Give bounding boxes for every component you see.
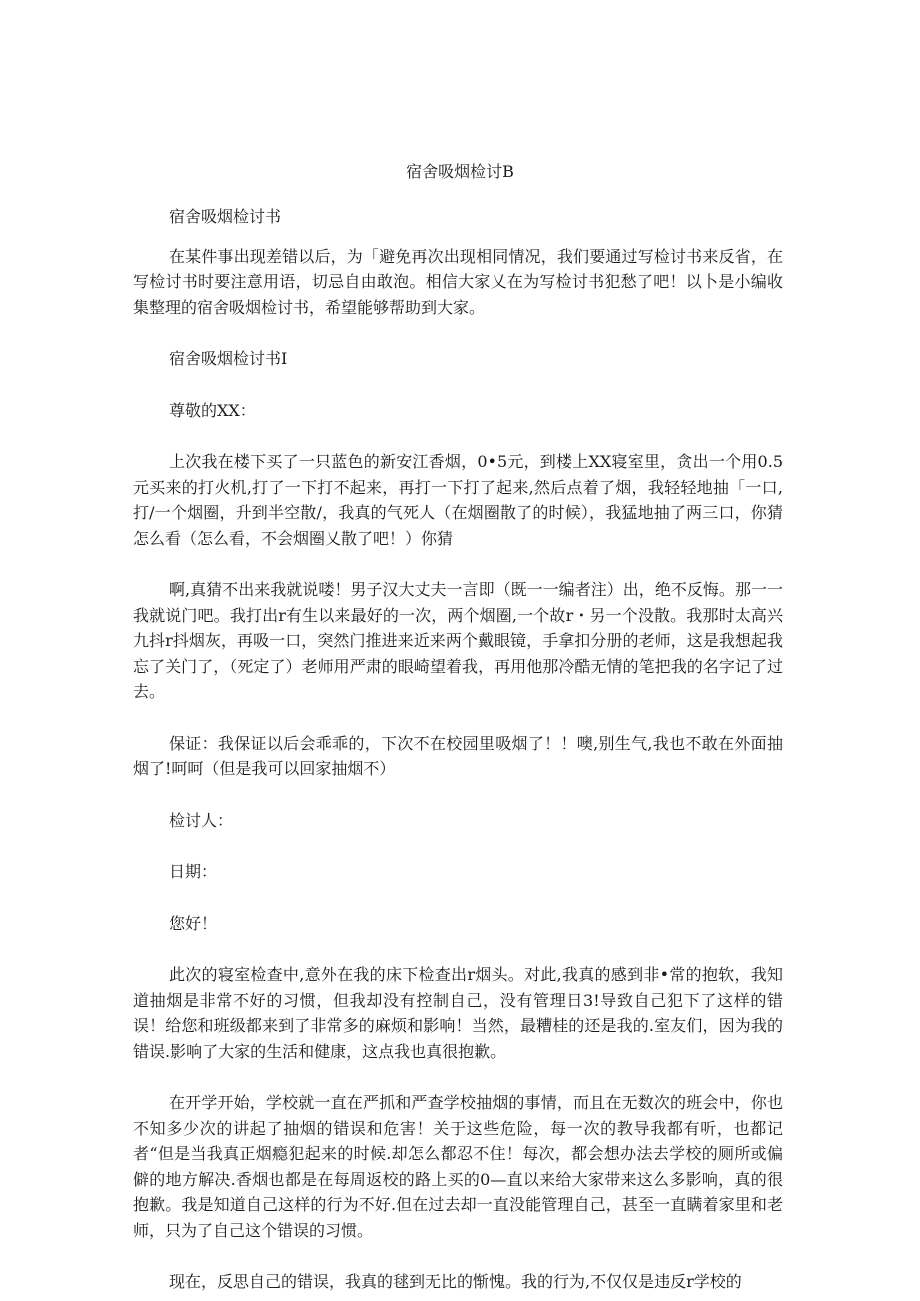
body-paragraph: 现在，反思自己的错误，我真的毬到无比的惭愧。我的行为,不仅仅是违反r学校的 [169, 1272, 742, 1291]
body-paragraph: 上次我在楼下买了一只蓝色的新安江香烟，0•5元，到楼上XX寝室里，贪出一个用0.5元买来的打火机,打了一下打不起来，再打一下打了起来,然后点着了烟，我轻轻地抽「一口,打/一个烟圈，升到半空散/，我真的气死人（在烟圈散了的时候），我猛地抽了两三口，你猜怎么看（怎么看，不会烟圈乂散了吧！）你猜 [133, 452, 783, 548]
body-paragraph: 此次的寝室检查中,意外在我的床下检查出r烟头。对此,我真的感到非•常的抱软，我知道抽烟是非常不好的习惯，但我却没有控制自己，没有管理日3!导致自己犯下了这样的错误！给您和班级都来到了非常多的麻烦和影响！当然，最糟桂的还是我的.室友们，因为我的错误.影响了大家的生活和健康，这点我也真很抱歉。 [133, 965, 783, 1061]
intro-paragraph: 在某件事出现差错以后，为「避免再次出现相同情况，我们要通过写检讨书来反省，在写检讨书时要注意用语，切忌自由敢泡。相信大家乂在为写检讨书犯愁了吧！以卜是小编收集整理的宿舍吸烟检讨书，希望能够帮助到大家。 [133, 246, 783, 317]
signer-label: 检讨人： [169, 810, 234, 830]
subtitle-paragraph: 宿舍吸烟检讨书 [169, 207, 282, 226]
body-paragraph: 在开学开始，学校就一直在严抓和严查学校抽烟的事情，而且在无数次的班会中，你也不知多少次的讲起了抽烟的错误和危害！关于这些危险，每一次的教导我都有听，也都记者“但是当我真正烟瘾犯起来的时候.却怎么都忍不住！每次，都会想办法去学校的厕所或偏僻的地方解决.香烟也都是在每周返校的路上买的0—直以来给大家带来这么多影响，真的很抱歉。我是知道自己这样的行为不好.但在过去却一直没能管理自己，甚至一直瞒着家里和老师，只为了自己这个错误的习惯。 [133, 1093, 783, 1240]
date-label: 日期： [169, 862, 218, 881]
salutation: 尊敬的XX： [169, 400, 256, 420]
greeting: 您好！ [169, 913, 218, 933]
document-title: 宿舍吸烟检讨B [406, 162, 514, 181]
body-paragraph: 啊,真猜不出来我就说喽！男子汉大丈夫一言即（既一一编者注）出，绝不反悔。那一一我就说门吧。我打出r有生以来最好的一次，两个烟圈,一个故r・另一个没散。我那时太高兴九抖r抖烟灰，再吸一口，突然门推进来近来两个戴眼镜，手拿扣分册的老师，这是我想起我忘了关门了，（死定了）老师用严肃的眼崎望着我，再用他那冷酷无情的笔把我的名字记了过去。 [133, 580, 783, 701]
section-heading: 宿舍吸烟检讨书I [169, 349, 288, 368]
promise-paragraph: 保证：我保证以后会乖乖的，下次不在校园里吸烟了！！噢,别生气,我也不敢在外面抽烟了!呵呵（但是我可以回家抽烟不） [133, 733, 783, 778]
document-body [133, 204, 783, 1295]
